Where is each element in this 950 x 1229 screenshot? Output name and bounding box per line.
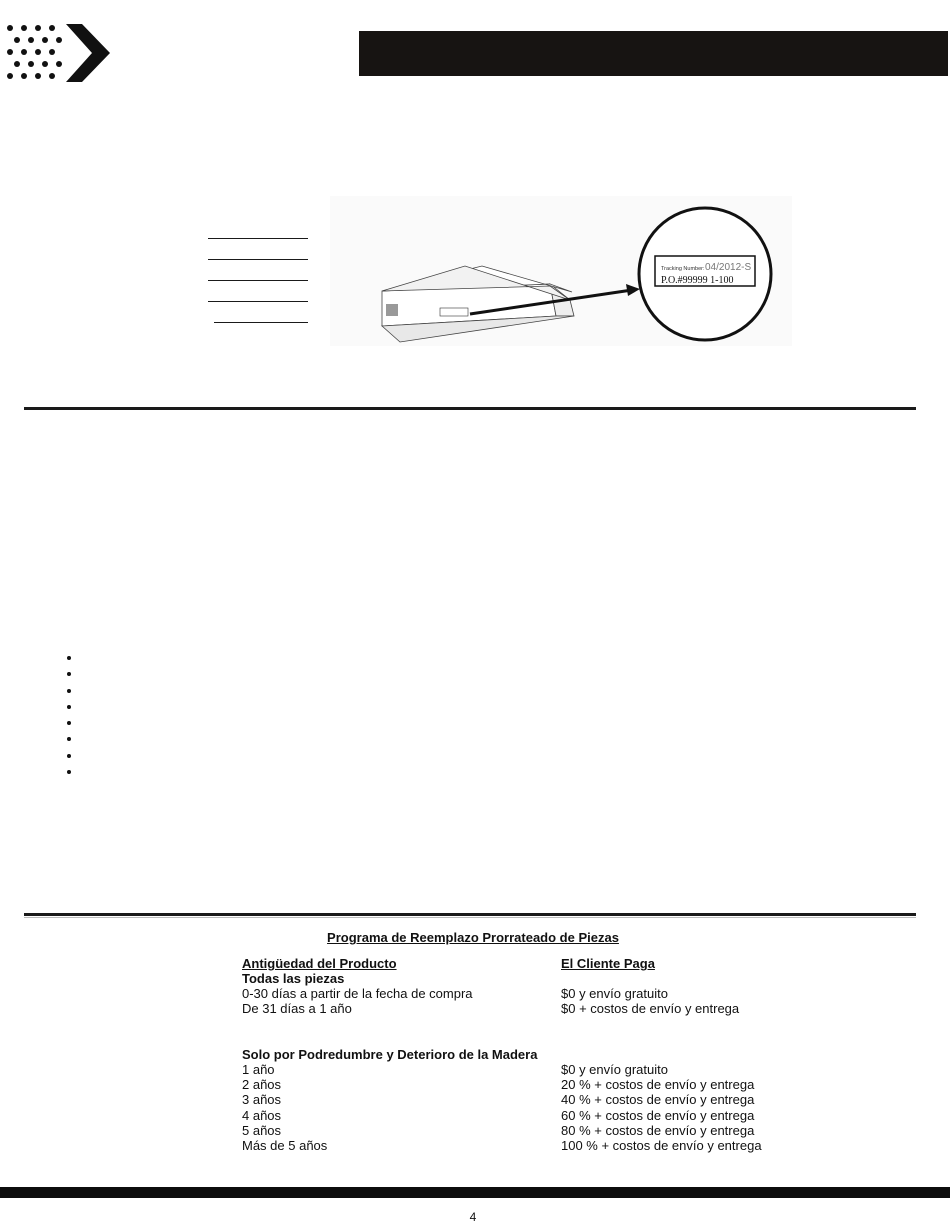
row-age: Más de 5 años (242, 1138, 328, 1153)
barcode-icon (386, 304, 398, 316)
blank-line (208, 238, 308, 239)
blank-line (208, 280, 308, 281)
section-divider (24, 407, 916, 410)
footer-bar (0, 1187, 950, 1198)
list-item (62, 716, 74, 732)
list-item (62, 749, 74, 765)
bullet-list (62, 651, 74, 781)
section-divider-shadow (24, 917, 916, 918)
table-title: Programa de Reemplazo Prorrateado de Piezas (327, 930, 619, 945)
row-pay: 80 % + costos de envío y entrega (561, 1123, 755, 1138)
list-item (62, 651, 74, 667)
list-item (62, 765, 74, 781)
package-label-illustration (330, 196, 792, 346)
list-item (62, 684, 74, 700)
row-pay: $0 y envío gratuito (561, 986, 668, 1001)
row-pay: $0 + costos de envío y entrega (561, 1001, 740, 1016)
blank-line (208, 301, 308, 302)
column-header-pay: El Cliente Paga (561, 956, 655, 971)
column-header-age: Antigüedad del Producto (242, 956, 397, 971)
page-number: 4 (469, 1210, 477, 1224)
section-title: Solo por Podredumbre y Deterioro de la Madera (242, 1047, 538, 1062)
package-label (440, 308, 468, 316)
section-title: Todas las piezas (242, 971, 345, 986)
row-age: 5 años (242, 1123, 282, 1138)
row-age: 2 años (242, 1077, 282, 1092)
list-item (62, 667, 74, 683)
row-pay: $0 y envío gratuito (561, 1062, 668, 1077)
row-pay: 100 % + costos de envío y entrega (561, 1138, 762, 1153)
po-number: P.O.#99999 1-100 (661, 275, 734, 286)
row-age: De 31 días a 1 año (242, 1001, 352, 1016)
row-pay: 40 % + costos de envío y entrega (561, 1092, 755, 1107)
brand-logo (4, 22, 112, 86)
tracking-value: 04/2012-S (705, 262, 752, 273)
section-divider (24, 913, 916, 916)
row-pay: 60 % + costos de envío y entrega (561, 1108, 755, 1123)
header-bar (359, 31, 948, 76)
row-age: 4 años (242, 1108, 282, 1123)
row-age: 0-30 días a partir de la fecha de compra (242, 986, 473, 1001)
tracking-label-text: Tracking Number: (661, 266, 705, 272)
list-item (62, 732, 74, 748)
row-pay: 20 % + costos de envío y entrega (561, 1077, 755, 1092)
list-item (62, 700, 74, 716)
blank-line (214, 322, 308, 323)
row-age: 1 año (242, 1062, 275, 1077)
row-age: 3 años (242, 1092, 282, 1107)
blank-line (208, 259, 308, 260)
